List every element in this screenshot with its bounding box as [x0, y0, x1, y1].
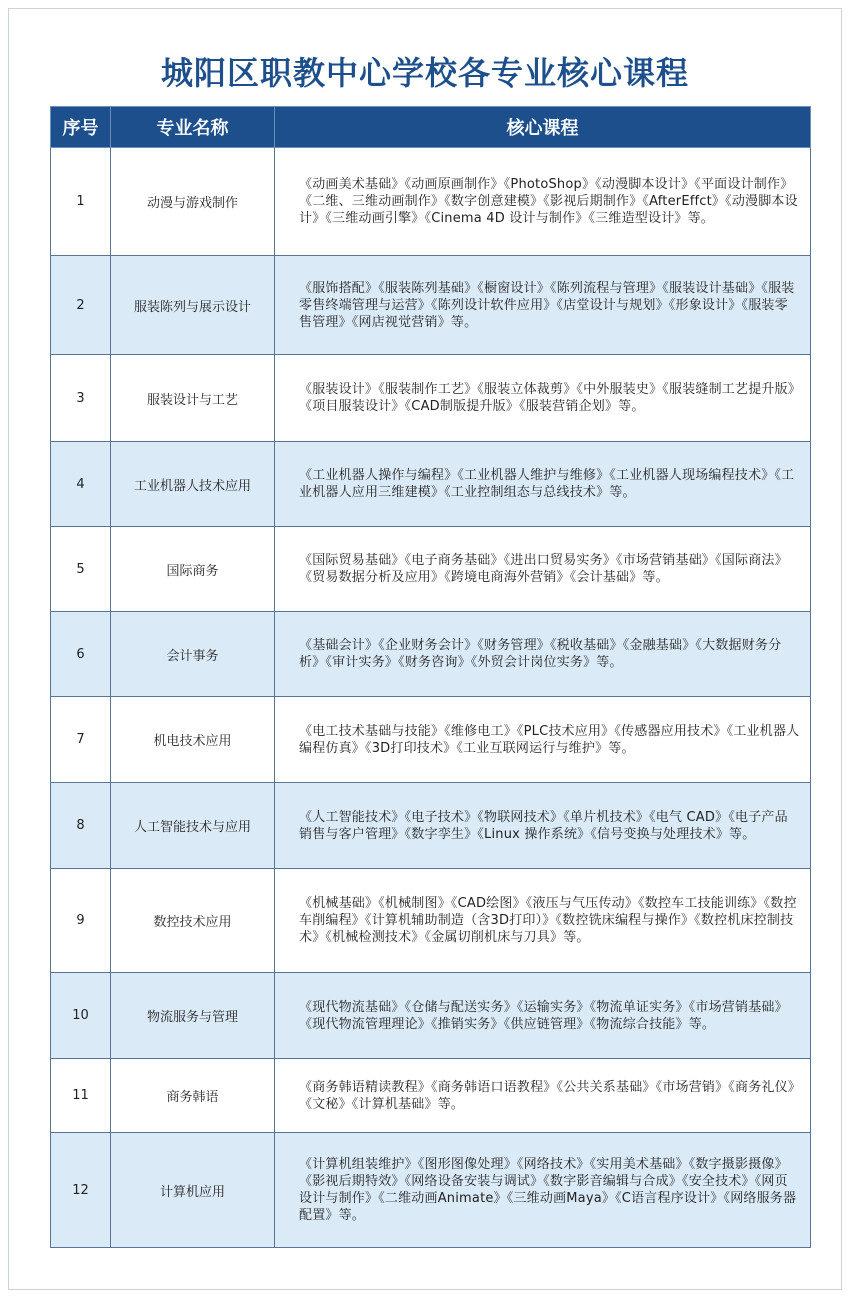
table-row: [51, 256, 811, 355]
row-courses: 《计算机组装维护》《图形图像处理》《网络技术》《实用美术基础》《数字摄影摄像》《影视后期特效》《网络设备安装与调试》《数字影音编辑与合成》《安全技术》《网页设计与制作》《二维动画Animate》《三维动画Maya》《C语言程序设计》《网络服务器配置》等。: [275, 1133, 811, 1248]
table-header-row: [51, 107, 811, 148]
header-courses: 核心课程: [275, 107, 811, 148]
row-major: 商务韩语: [111, 1059, 275, 1133]
row-courses: 《工业机器人操作与编程》《工业机器人维护与维修》《工业机器人现场编程技术》《工业机器人应用三维建模》《工业控制组态与总线技术》等。: [275, 442, 811, 527]
table-row: [51, 442, 811, 527]
row-number: 1: [51, 148, 111, 256]
row-number: 8: [51, 783, 111, 869]
row-courses: 《人工智能技术》《电子技术》《物联网技术》《单片机技术》《电气 CAD》《电子产品销售与客户管理》《数字孪生》《Linux 操作系统》《信号变换与处理技术》等。: [275, 783, 811, 869]
table-row: [51, 612, 811, 697]
row-courses: 《商务韩语精读教程》《商务韩语口语教程》《公共关系基础》《市场营销》《商务礼仪》《文秘》《计算机基础》等。: [275, 1059, 811, 1133]
header-number: 序号: [51, 107, 111, 148]
row-courses: 《服装设计》《服装制作工艺》《服装立体裁剪》《中外服装史》《服装缝制工艺提升版》《项目服装设计》《CAD制版提升版》《服装营销企划》等。: [275, 355, 811, 442]
row-courses: 《动画美术基础》《动画原画制作》《PhotoShop》《动漫脚本设计》《平面设计制作》《二维、三维动画制作》《数字创意建模》《影视后期制作》《AfterEffct》《动漫脚本设计》《三维动画引擎》《Cinema 4D 设计与制作》《三维造型设计》等。: [275, 148, 811, 256]
table-row: [51, 355, 811, 442]
page-title: 城阳区职教中心学校各专业核心课程: [160, 54, 689, 92]
table-row: [51, 783, 811, 869]
row-major: 服装陈列与展示设计: [111, 256, 275, 355]
table-row: [51, 527, 811, 612]
row-number: 9: [51, 869, 111, 973]
row-number: 10: [51, 973, 111, 1059]
row-major: 机电技术应用: [111, 697, 275, 783]
row-major: 人工智能技术与应用: [111, 783, 275, 869]
table-row: [51, 869, 811, 973]
table-row: [51, 1133, 811, 1248]
row-major: 数控技术应用: [111, 869, 275, 973]
row-major: 国际商务: [111, 527, 275, 612]
row-number: 3: [51, 355, 111, 442]
row-courses: 《基础会计》《企业财务会计》《财务管理》《税收基础》《金融基础》《大数据财务分析》《审计实务》《财务咨询》《外贸会计岗位实务》等。: [275, 612, 811, 697]
row-number: 4: [51, 442, 111, 527]
row-number: 7: [51, 697, 111, 783]
row-courses: 《服饰搭配》《服装陈列基础》《橱窗设计》《陈列流程与管理》《服装设计基础》《服装零售终端管理与运营》《陈列设计软件应用》《店堂设计与规划》《形象设计》《服装零售管理》《网店视觉营销》等。: [275, 256, 811, 355]
row-number: 11: [51, 1059, 111, 1133]
row-number: 2: [51, 256, 111, 355]
row-courses: 《现代物流基础》《仓储与配送实务》《运输实务》《物流单证实务》《市场营销基础》《现代物流管理理论》《推销实务》《供应链管理》《物流综合技能》等。: [275, 973, 811, 1059]
row-number: 12: [51, 1133, 111, 1248]
row-major: 计算机应用: [111, 1133, 275, 1248]
row-courses: 《机械基础》《机械制图》《CAD绘图》《液压与气压传动》《数控车工技能训练》《数控车削编程》《计算机辅助制造（含3D打印）》《数控铣床编程与操作》《数控机床控制技术》《机械检测技术》《金属切削机床与刀具》等。: [275, 869, 811, 973]
curriculum-table: [50, 106, 811, 1248]
row-courses: 《电工技术基础与技能》《维修电工》《PLC技术应用》《传感器应用技术》《工业机器人编程仿真》《3D打印技术》《工业互联网运行与维护》等。: [275, 697, 811, 783]
table-row: [51, 973, 811, 1059]
row-number: 5: [51, 527, 111, 612]
row-major: 会计事务: [111, 612, 275, 697]
table-row: [51, 1059, 811, 1133]
row-major: 动漫与游戏制作: [111, 148, 275, 256]
table-row: [51, 697, 811, 783]
table-row: [51, 148, 811, 256]
row-major: 服装设计与工艺: [111, 355, 275, 442]
header-major: 专业名称: [111, 107, 275, 148]
row-courses: 《国际贸易基础》《电子商务基础》《进出口贸易实务》《市场营销基础》《国际商法》《贸易数据分析及应用》《跨境电商海外营销》《会计基础》等。: [275, 527, 811, 612]
row-number: 6: [51, 612, 111, 697]
row-major: 工业机器人技术应用: [111, 442, 275, 527]
row-major: 物流服务与管理: [111, 973, 275, 1059]
